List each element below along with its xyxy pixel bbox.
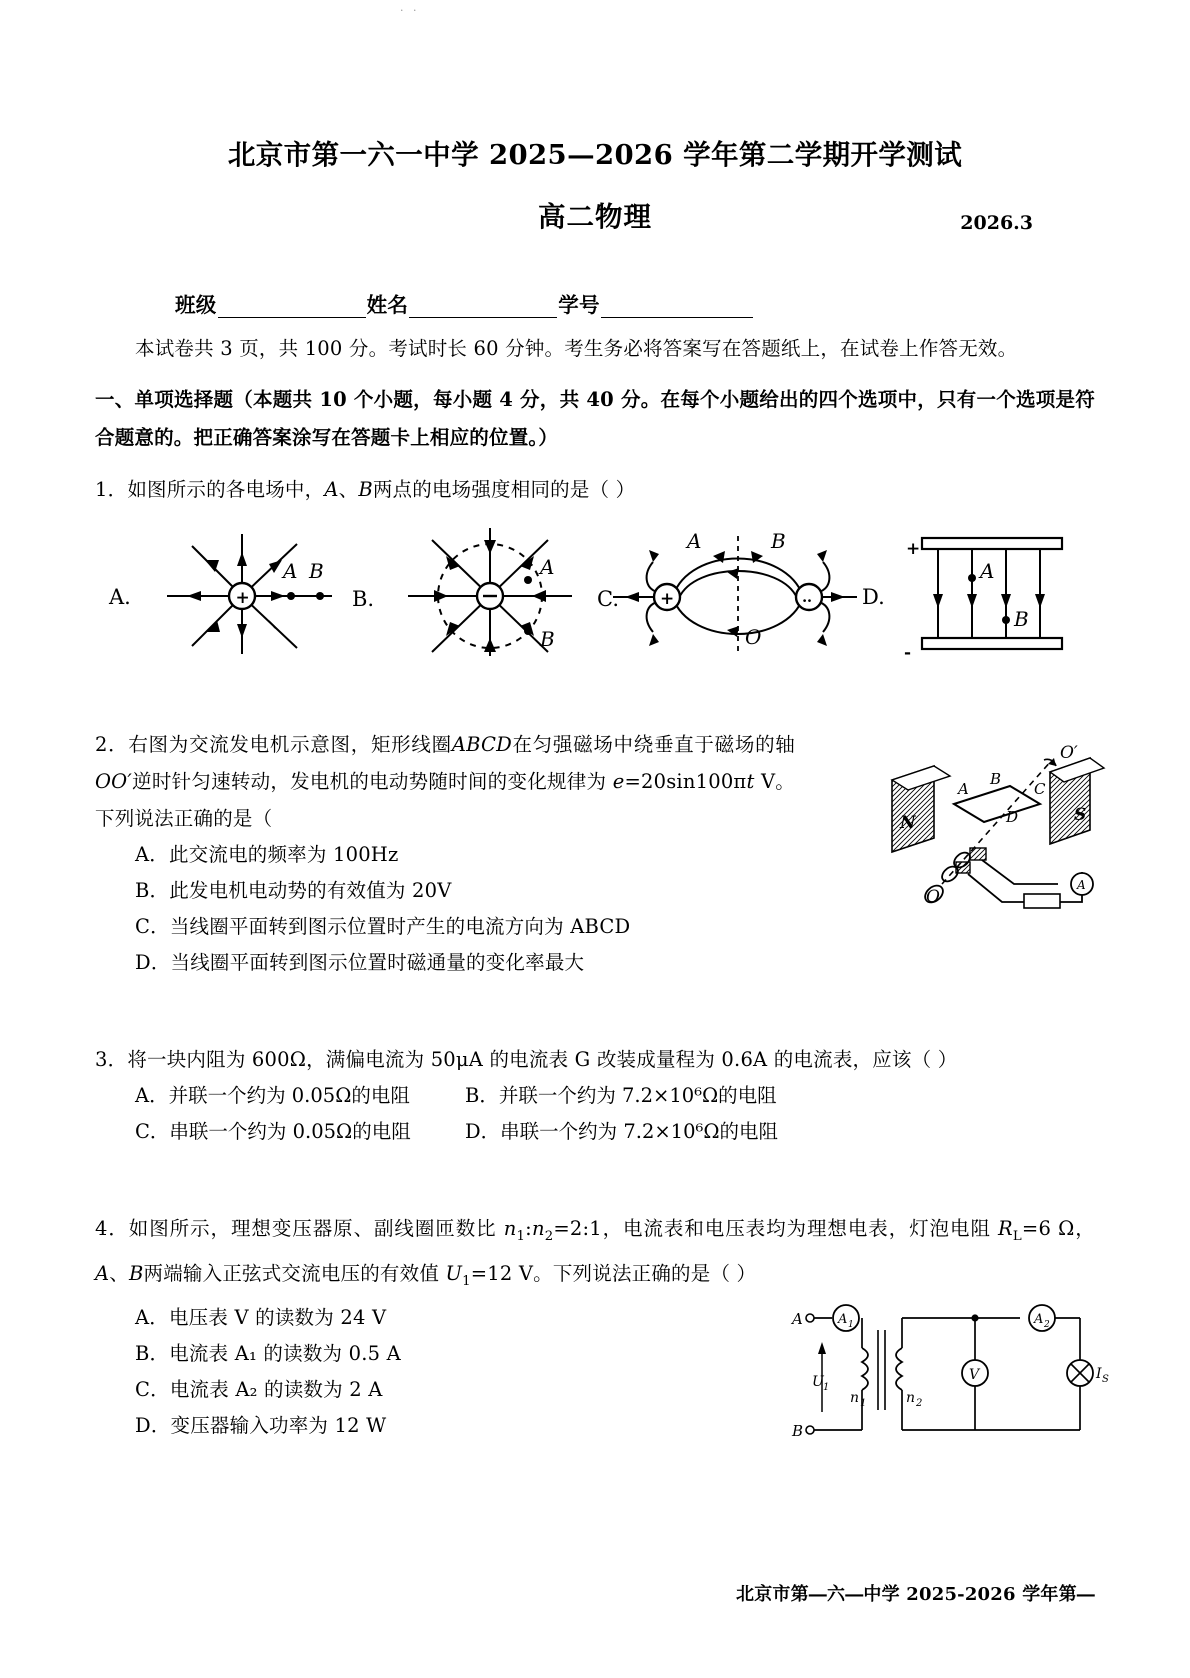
subject-row <box>95 194 1095 236</box>
question-4-n1-sub: 1 <box>516 1228 526 1244</box>
question-3-number: 3． <box>95 1047 128 1071</box>
svg-text:S: S <box>1074 805 1087 825</box>
student-info-line <box>95 288 1095 318</box>
question-4-sep: 、 <box>109 1261 129 1285</box>
question-1-stem <box>95 471 1095 508</box>
question-1-figure-row <box>95 516 1095 666</box>
figure-2-label-O: O <box>926 887 940 907</box>
figure-1C <box>595 518 860 658</box>
question-1-text-pre: 如图所示的各电场中， <box>127 477 325 501</box>
magnet-north-pole <box>892 766 950 852</box>
question-2-figure <box>882 742 1112 942</box>
question-4-n1: n <box>503 1216 517 1240</box>
question-2-line2-pre: 场的轴 <box>734 732 795 756</box>
question-1-number: 1． <box>95 477 128 501</box>
question-4-U: U <box>445 1261 463 1285</box>
figure-1A-point-B <box>316 592 324 600</box>
question-4-n2-sub: 2 <box>544 1228 554 1244</box>
figure-2-label-A: A <box>958 780 969 798</box>
question-2-line3: =20sin100π <box>624 769 747 793</box>
magnet-south-pole <box>1050 758 1104 844</box>
figure-1A <box>107 526 357 656</box>
question-4-option-D[interactable]: D．变压器输入功率为 12 W <box>135 1413 387 1437</box>
figure-1D-label-A: A <box>980 558 995 583</box>
svg-text:A: A <box>838 1312 848 1327</box>
question-4-R-sub: L <box>1012 1228 1022 1244</box>
figure-4-transformer-core <box>878 1330 885 1410</box>
question-2-stem <box>95 726 795 837</box>
question-3-options-row-2 <box>95 1114 1095 1150</box>
svg-text:+: + <box>235 587 250 608</box>
question-3-option-A[interactable]: A．并联一个约为 0.05Ω的电阻 <box>135 1083 410 1107</box>
figure-1C-letter: C. <box>597 586 619 611</box>
figure-2-label-D: D <box>1006 808 1019 826</box>
brush-2 <box>956 862 970 873</box>
figure-4-n1-label: n <box>850 1390 860 1406</box>
question-4-R: R <box>998 1216 1013 1240</box>
question-4-line2-post: =12 V。下列说法正确的是（ ） <box>470 1261 757 1285</box>
figure-4-primary-coil <box>862 1348 868 1390</box>
question-4-line1-pre: 如图所示，理想变压器原、副线圈匝数比 <box>128 1216 504 1240</box>
svg-text:S: S <box>1102 1374 1109 1385</box>
question-4-number: 4． <box>95 1216 129 1240</box>
exam-instructions: 本试卷共 3 页，共 100 分。考试时长 60 分钟。考生务必将答案写在答题纸上，在试卷上作答无效。 <box>135 336 1018 360</box>
page-title: 北京市第一六一中学 2025—2026 学年第二学期开学测试 <box>227 139 963 171</box>
figure-4-U1-label: U <box>812 1374 824 1390</box>
question-3-text: 将一块内阻为 600Ω，满偏电流为 50μA 的电流表 G 改装成量程为 0.6A 的电流表，应该（ ） <box>127 1047 958 1071</box>
class-input-blank[interactable] <box>218 297 366 318</box>
question-4-line2-pre: 阻 <box>970 1216 999 1240</box>
figure-1D <box>860 516 1075 664</box>
section-one-heading: 一、单项选择题（本题共 10 个小题，每小题 4 分，共 40 分。在每个小题给出的四个选项中，只有一个选项是符合题意的。把正确答案涂写在答题卡上相应的位置。） <box>95 387 1095 449</box>
svg-text:A: A <box>1077 878 1086 892</box>
question-2-line2-mid: 逆时针匀速转动，发电机的电动势随时间的变化规律为 <box>132 769 607 793</box>
question-4-line2-mid2: 两端输入正弦式交流电压的有效值 <box>143 1261 446 1285</box>
figure-1B <box>350 518 600 658</box>
question-3-option-D[interactable]: D．串联一个约为 7.2×10⁶Ω的电阻 <box>465 1119 778 1143</box>
figure-1A-letter: A. <box>109 584 131 609</box>
class-label: 班级 <box>175 292 217 317</box>
figure-1C-label-O: O <box>745 624 762 649</box>
figure-2-label-C: C <box>1034 780 1046 798</box>
scan-artifact-mark: · · <box>400 4 420 17</box>
figure-1D-letter: D. <box>862 584 885 609</box>
figure-4-lamp-label: I <box>1096 1366 1102 1382</box>
figure-4-secondary-coil <box>896 1348 902 1390</box>
question-4-terminal-B: B <box>129 1261 144 1285</box>
exam-date: 2026.3 <box>960 211 1033 234</box>
figure-1B-point-A <box>524 576 532 584</box>
figure-2-resistor <box>1024 894 1060 908</box>
question-3-stem <box>95 1041 1095 1078</box>
page-footer: 北京市第―六―中学 2025-2026 学年第― <box>736 1584 1095 1605</box>
question-3-options-row-1 <box>95 1078 1095 1114</box>
question-2-time-symbol: t <box>746 769 755 793</box>
question-4-ratio: =2:1，电流表和电压表均为理想电表，灯泡电 <box>553 1216 971 1240</box>
svg-text:A: A <box>1034 1312 1044 1327</box>
student-id-input-blank[interactable] <box>601 297 753 318</box>
figure-1A-label-B: B <box>309 558 324 583</box>
question-4-option-B[interactable]: B．电流表 A₁ 的读数为 0.5 A <box>135 1341 401 1365</box>
question-4-colon: : <box>525 1216 532 1240</box>
figure-1A-point-A <box>287 592 295 600</box>
question-2-line3-after: V。下列说法正确的是（ <box>95 769 795 830</box>
question-3-option-B[interactable]: B．并联一个约为 7.2×10⁶Ω的电阻 <box>465 1083 777 1107</box>
figure-2-label-O-prime: O′ <box>1060 743 1078 763</box>
svg-text:1: 1 <box>848 1320 854 1330</box>
question-1-label-B: B <box>358 477 373 501</box>
question-1-label-A: A <box>324 477 339 501</box>
figure-1D-point-A <box>968 574 976 582</box>
figure-1D-plus-sign: + <box>906 538 921 559</box>
figure-4-terminal-A: A <box>792 1310 803 1328</box>
figure-1D-minus-sign: - <box>904 642 912 663</box>
question-2-option-A[interactable]: A．此交流电的频率为 100Hz <box>135 842 399 866</box>
question-1-text-post: 两点的电场强度相同的是（ ） <box>372 477 636 501</box>
question-4-option-C[interactable]: C．电流表 A₂ 的读数为 2 A <box>135 1377 383 1401</box>
student-id-label: 学号 <box>558 292 600 317</box>
figure-4-n2-label: n <box>906 1390 916 1406</box>
figure-1B-label-B: B <box>540 626 555 651</box>
question-3-option-C[interactable]: C．串联一个约为 0.05Ω的电阻 <box>135 1119 411 1143</box>
svg-text:2: 2 <box>916 1398 923 1409</box>
figure-2-label-B: B <box>990 770 1002 788</box>
question-4-stem <box>95 1210 1095 1300</box>
subject-title: 高二物理 <box>538 200 652 233</box>
question-4-figure <box>790 1290 1120 1450</box>
figure-1D-bottom-plate <box>922 638 1062 649</box>
question-2-axis-name: OO′ <box>95 769 133 793</box>
question-2-coil-name: ABCD <box>451 732 512 756</box>
svg-text:+: + <box>660 588 675 609</box>
question-2-line1-after: 在匀强磁场中绕垂直于磁 <box>511 732 735 756</box>
question-4-n2: n <box>531 1216 545 1240</box>
svg-text:1: 1 <box>823 1382 830 1393</box>
question-2-number: 2． <box>95 732 129 756</box>
brush-1 <box>970 848 986 860</box>
question-4-option-A[interactable]: A．电压表 V 的读数为 24 V <box>135 1305 387 1329</box>
figure-1B-letter: B. <box>352 586 375 611</box>
figure-4-terminal-B: B <box>792 1422 804 1440</box>
figure-1D-point-B <box>1002 616 1010 624</box>
svg-text:2: 2 <box>1044 1320 1050 1330</box>
question-4-line2-mid: =6 Ω， <box>1021 1216 1095 1240</box>
figure-1C-label-B: B <box>771 528 786 553</box>
question-4-U-sub: 1 <box>462 1273 471 1289</box>
question-2-line1: 右图为交流发电机示意图，矩形线圈 <box>128 732 452 756</box>
figure-1C-label-A: A <box>687 528 702 553</box>
figure-1B-label-A: A <box>540 554 555 579</box>
svg-text:‥: ‥ <box>802 587 813 606</box>
svg-text:N: N <box>900 813 916 833</box>
question-2-emf-symbol: e <box>612 769 625 793</box>
svg-text:1: 1 <box>860 1398 867 1409</box>
name-input-blank[interactable] <box>409 297 557 318</box>
question-4-terminal-A: A <box>95 1261 110 1285</box>
figure-1D-label-B: B <box>1014 606 1029 631</box>
question-1-sep: 、 <box>338 477 359 501</box>
name-label: 姓名 <box>366 292 409 317</box>
question-2-option-C[interactable]: C．当线圈平面转到图示位置时产生的电流方向为 ABCD <box>135 914 631 938</box>
figure-1A-label-A: A <box>283 558 298 583</box>
figure-1D-top-plate <box>922 538 1062 549</box>
svg-text:V: V <box>969 1367 980 1383</box>
figure-4-lamp <box>1067 1360 1093 1386</box>
question-2-option-D[interactable]: D．当线圈平面转到图示位置时磁通量的变化率最大 <box>135 950 585 974</box>
question-2-option-B[interactable]: B．此发电机电动势的有效值为 20V <box>135 878 452 902</box>
figure-1B-point-B <box>524 627 532 635</box>
